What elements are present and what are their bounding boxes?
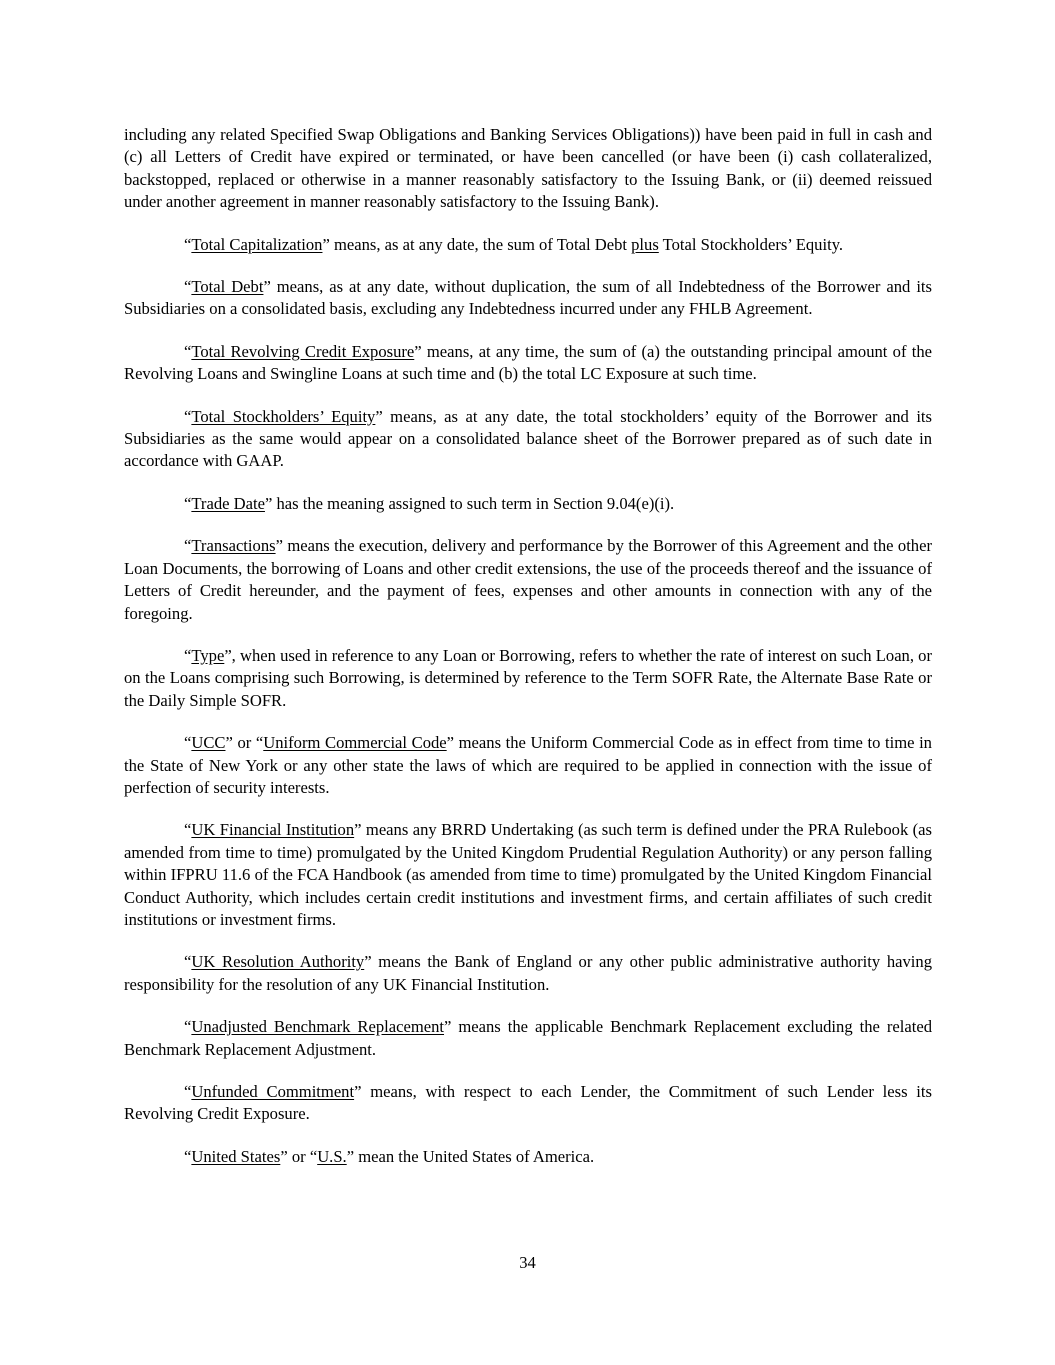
paragraph xyxy=(124,819,932,931)
text-run: “ xyxy=(184,536,192,556)
text-run: ” means, at any time, the sum of (a) the outstanding principal amount of the Revolving Loans and Swingline Loans at such time and (b) the total LC Exposure at such time. xyxy=(124,341,932,384)
defined-term: UK Financial Institution xyxy=(191,820,355,840)
paragraph xyxy=(124,1016,932,1061)
paragraph xyxy=(124,493,932,515)
paragraph xyxy=(124,234,932,256)
paragraph xyxy=(124,1146,932,1168)
defined-term: U.S. xyxy=(317,1146,347,1166)
text-run: ” means, with respect to each Lender, the Commitment of such Lender less its Revolving Credit Exposure. xyxy=(124,1082,932,1124)
text-run: “ xyxy=(184,952,192,972)
text-run: ” means the Bank of England or any other public administrative authority having responsibility for the resolution of any UK Financial Institution. xyxy=(124,952,932,994)
text-run: ” means any BRRD Undertaking (as such term is defined under the PRA Rulebook (as amended from time to time) promulgated by the United Kingdom Prudential Regulation Authority) or any person falling within IFPRU 11.6 of the FCA Handbook (as amended from time to time) promulgated by the United Kingdom Financial Conduct Authority, which includes certain credit institutions and investment firms, and certain affiliates of such credit institutions or investment firms. xyxy=(124,820,932,929)
text-run: ” means the Uniform Commercial Code as in effect from time to time in the State of New York or any other state the laws of which are required to be applied in connection with the issue of perfection of security interests. xyxy=(124,733,932,797)
text-run: Total Stockholders’ Equity. xyxy=(658,234,844,254)
text-run: ” means, as at any date, the total stockholders’ equity of the Borrower and its Subsidiaries as the same would appear on a consolidated balance sheet of the Borrower prepared as of such date in accordance with GAAP. xyxy=(124,406,932,471)
defined-term: Transactions xyxy=(191,536,276,556)
text-run: “ xyxy=(184,645,192,665)
defined-term: Type xyxy=(191,645,225,665)
text-run: ” or “ xyxy=(225,733,264,753)
page-number: 34 xyxy=(519,1253,536,1272)
defined-term: plus xyxy=(631,234,659,254)
defined-term: Total Stockholders’ Equity xyxy=(191,406,376,426)
text-run: ” mean the United States of America. xyxy=(346,1146,595,1166)
paragraph xyxy=(124,732,932,799)
text-run: “ xyxy=(184,1146,192,1166)
paragraph xyxy=(124,951,932,996)
paragraph xyxy=(124,406,932,473)
defined-term: Unadjusted Benchmark Replacement xyxy=(191,1017,445,1037)
text-run: ” has the meaning assigned to such term in Section 9.04(e)(i). xyxy=(264,493,675,513)
defined-term: Trade Date xyxy=(191,493,265,513)
page-body xyxy=(124,124,932,1188)
defined-term: United States xyxy=(191,1146,281,1166)
text-run: ” or “ xyxy=(280,1146,318,1166)
text-run: ” means the applicable Benchmark Replacement excluding the related Benchmark Replacement Adjustment. xyxy=(124,1017,932,1059)
text-run: ” means, as at any date, the sum of Total Debt xyxy=(322,234,632,254)
paragraph xyxy=(124,341,932,386)
defined-term: Uniform Commercial Code xyxy=(263,733,447,753)
text-run: “ xyxy=(184,1017,192,1037)
text-run: “ xyxy=(184,820,192,840)
defined-term: UK Resolution Authority xyxy=(191,952,365,972)
text-run: “ xyxy=(184,406,192,426)
text-run: ” means, as at any date, without duplication, the sum of all Indebtedness of the Borrower and its Subsidiaries on a consolidated basis, excluding any Indebtedness incurred under any FHLB Agreement. xyxy=(124,277,932,319)
paragraph xyxy=(124,276,932,321)
text-run: “ xyxy=(184,341,192,361)
text-run: “ xyxy=(184,234,192,254)
paragraph xyxy=(124,124,932,214)
text-run: “ xyxy=(184,1082,192,1101)
text-run: “ xyxy=(184,733,192,753)
paragraph xyxy=(124,645,932,712)
defined-term: Total Debt xyxy=(191,277,264,297)
defined-term: UCC xyxy=(191,733,226,753)
text-run: “ xyxy=(184,277,192,297)
text-run: “ xyxy=(184,493,192,513)
text-run: ”, when used in reference to any Loan or Borrowing, refers to whether the rate of interest on such Loan, or on the Loans comprising such Borrowing, is determined by reference to the Term SOFR Rate, the Alternate Base Rate or the Daily Simple SOFR. xyxy=(124,645,932,710)
defined-term: Unfunded Commitment xyxy=(191,1082,355,1101)
paragraph xyxy=(124,1081,932,1126)
defined-term: Total Capitalization xyxy=(191,234,323,254)
defined-term: Total Revolving Credit Exposure xyxy=(191,341,415,361)
paragraph xyxy=(124,535,932,625)
text-run: ” means the execution, delivery and performance by the Borrower of this Agreement and the other Loan Documents, the borrowing of Loans and other credit extensions, the use of the proceeds thereof and the issuance of Letters of Credit hereunder, and the payment of fees, expenses and other amounts in connection with any of the foregoing. xyxy=(124,536,932,623)
text-run: including any related Specified Swap Obligations and Banking Services Obligations)) have been paid in full in cash and (c) all Letters of Credit have expired or terminated, or have been cancelled (or have been (i) cash collateralized, backstopped, replaced or otherwise in a manner reasonably satisfactory to the Issuing Bank, or (ii) deemed reissued under another agreement in manner reasonably satisfactory to the Issuing Bank). xyxy=(124,125,932,212)
